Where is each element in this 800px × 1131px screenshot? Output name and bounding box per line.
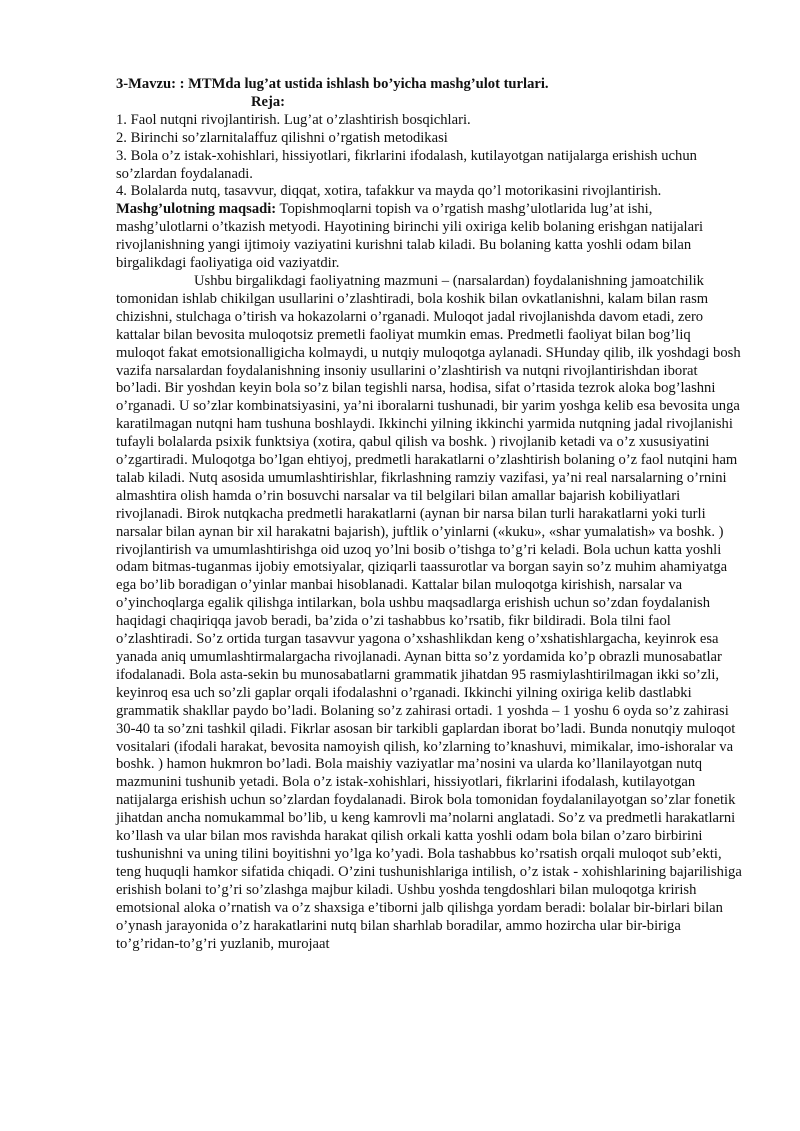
plan-item-3: 3. Bola o’z istak-xohishlari, hissiyotlari, fikrlarini ifodalash, kutilayotgan natijalarga erishish uchun so’zlardan foydalanadi. — [116, 147, 697, 182]
goal-paragraph — [116, 201, 742, 273]
goal-label: Mashg’ulotning maqsadi: — [116, 201, 277, 218]
document-page — [116, 76, 742, 953]
goal-text: Topishmoqlarni topish va o’rgatish mashg’ulotlarida lug’at ishi, mashg’ulotlarni o’tkazish metyodi. Hayotining birinchi yili oxiriga kelib bolaning erishgan natijalari rivojlanishning yangi ijtimoiy vaziyatini kurishni talab kiladi. Bu bolaning katta yoshli odam bilan birgalikdagi faoliyatiga oid vaziyatdir. — [116, 201, 704, 272]
document-title: 3-Mavzu: : MTMda lug’at ustida ishlash bo’yicha mashg’ulot turlari. — [116, 76, 549, 92]
plan-item-2: 2. Birinchi so’zlarnitalaffuz qilishni o’rgatish metodikasi — [116, 129, 448, 146]
plan-item-1: 1. Faol nutqni rivojlantirish. Lug’at o’zlashtirish bosqichlari. — [116, 111, 471, 128]
plan-heading: Reja: — [251, 93, 286, 110]
plan-item-4: 4. Bolalarda nutq, tasavvur, diqqat, xotira, tafakkur va mayda qo’l motorikasini rivojlantirish. — [116, 183, 662, 200]
body-paragraph: Ushbu birgalikdagi faoliyatning mazmuni – (narsalardan) foydalanishning jamoatchilik tomonidan ishlab chikilgan usullarini o’zlashtiradi, bola koshik bilan ovkatlanishni, kalam bilan rasm chizishni, stulchaga o’tirish va hokazolarni o’rganadi. Muloqot jadal rivojlanishda davom etadi, zero kattalar bilan bevosita muloqotsiz premetli faoliyat mumkin emas. Predmetli faoliyat bilan bog’liq muloqot fakat emotsionalligicha kolmaydi, u nutqiy muloqotga aylanadi. SHunday qilib, ilk yoshdagi bosh vazifa narsalardan foydalanishning insoniy usullarini o’zlashtirish va nutqni rivojlantirishdan iborat bo’ladi. Bir yoshdan keyin bola so’z bilan tegishli narsa, hodisa, sifat o’rtasida tezrok aloka bog’lashni o’rganadi. U so’zlar kombinatsiyasini, ya’ni iboralarni tushunadi, bir yarim yoshga kelib esa bevosita unga karatilmagan nutqni ham tushuna boshlaydi. Ikkinchi yilning ikkinchi yarmida nutqning jadal rivojlanishi tufayli bolalarda psixik funktsiya (xotira, qabul qilish va boshk. ) rivojlanib ketadi va o’z xususiyatini o’zgartiradi. Muloqotga bo’lgan ehtiyoj, predmetli harakatlarni o’zlashtirish bolaning o’z faol nutqini ham talab kiladi. Nutq asosida umumlashtirishlar, fikrlashning ramziy vazifasi, ya’ni real narsalarning o’rnini almashtira olish hamda o’rin bosuvchi narsalar va til belgilari bilan amallar bajarish kobiliyatlari rivojlanadi. Birok nutqkacha predmetli harakatlarni (aynan bir narsa bilan turli harakatlarni yoki turli narsalar bilan aynan bir xil harakatni bajarish), juftlik o’yinlarni («kuku», «shar yumalatish» va boshk. ) rivojlantirish va umumlashtirishga oid uzoq yo’lni bosib o’tishga to’g’ri keladi. Bola uchun katta yoshli odam bitmas-tuganmas ijobiy emotsiyalar, qiziqarli taassurotlar va borgan sayin so’z muhim ahamiyatga ega bo’lib boradigan o’yinlar manbai hisoblanadi. Kattalar bilan muloqotga kirishish, narsalar va o’yinchoqlarga egalik qilishga intilarkan, bola ushbu maqsadlarga erishish uchun so’zdan foydalanish haqidagi chaqiriqqa javob beradi, ba’zida o’zi tashabbus ko’rsatib, fikr bildiradi. Bola tilni faol o’zlashtiradi. So’z ortida turgan tasavvur yagona o’xshashlikdan keng o’xshatishlargacha, keyinrok esa yanada aniq umumlashtirmalargacha rivojlanadi. Aynan bitta so’z yordamida ko’p obrazli munosabatlar ifodalanadi. Bola asta-sekin bu munosabatlarni grammatik jihatdan 95 rasmiylashtirilmagan ikki so’zli, keyinroq esa uch so’zli gaplar orqali ifodalashni o’rganadi. Ikkinchi yilning oxiriga kelib dastlabki grammatik shakllar paydo bo’ladi. Bolaning so’z zahirasi ortadi. 1 yoshda – 1 yoshu 6 oyda so’z zahirasi 30-40 ta so’zni tashkil qiladi. Fikrlar asosan bir tarkibli gaplardan iborat bo’ladi. Bunda nonutqiy muloqot vositalari (ifodali harakat, bevosita namoyish qilish, ko’zlarning to’knashuvi, mimikalar, imo-ishoralar va boshk. ) hamon hukmron bo’ladi. Bola maishiy vaziyatlar ma’nosini va ularda ko’llanilayotgan nutq mazmunini tushunib yetadi. Bola o’z istak-xohishlari, hissiyotlari, fikrlarini ifodalash, kutilayotgan natijalarga erishish uchun so’zlardan foydalanadi. Birok bola tomonidan foydalanilayotgan so’zlar fonetik jihatdan ancha nomukammal bo’lib, u keng kamrovli ma’nolarni anglatadi. So’z va predmetli harakatlarni ko’llash va ular bilan mos ravishda harakat qilish orkali katta yoshli odam bola bilan o’zaro birbirini tushunishni va uning tilini boyitishni yo’lga ko’yadi. Bola tashabbus ko’rsatish orqali muloqot sub’ekti, teng huquqli hamkor sifatida chiqadi. O’zini tushunishlariga intilish, o’z istak - xohishlarining bajarilishiga erishish bolani to’g’ri so’zlashga majbur kiladi. Ushbu yoshda tengdoshlari bilan muloqotga krirish emotsional aloka o’rnatish va o’z shaxsiga e’tiborni jalb qilishga yordam beradi: bolalar bir-birlari bilan o’ynash jarayonida o’z harakatlarini nutq bilan sharhlab boradilar, ammo hozircha ular bir-biriga to’g’ridan-to’g’ri yuzlanib, murojaat — [116, 272, 742, 952]
